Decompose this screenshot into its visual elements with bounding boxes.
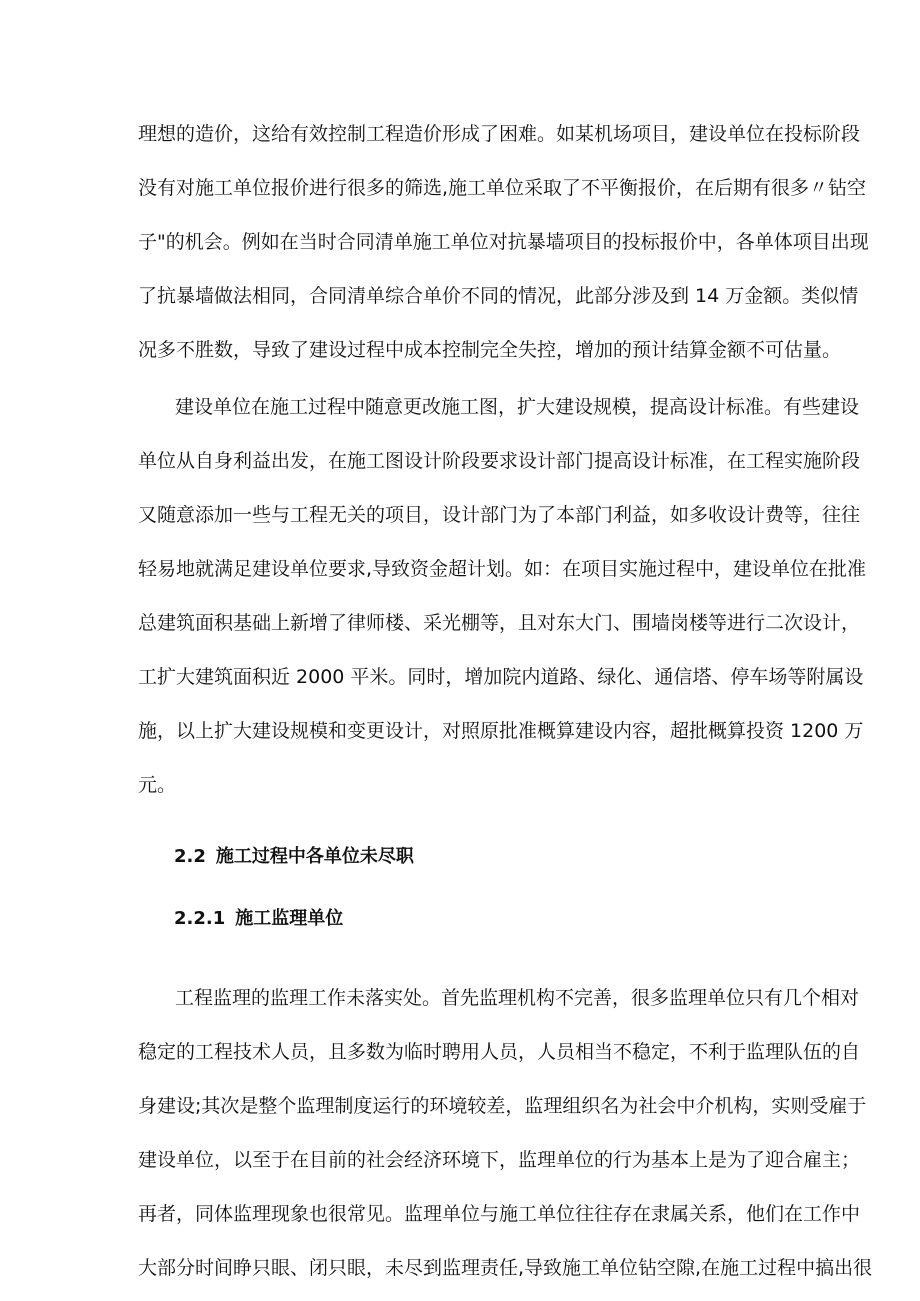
section-title: 施工过程中各单位未尽职	[215, 846, 414, 867]
paragraph-line: 总建筑面积基础上新增了律师楼、采光棚等，且对东大门、围墙岗楼等进行二次设计，	[138, 612, 861, 634]
paragraph-line: 建设单位，以至于在目前的社会经济环境下，监理单位的行为基本上是为了迎合雇主；	[138, 1149, 861, 1171]
paragraph-line: 子"的机会。例如在当时合同清单施工单位对抗暴墙项目的投标报价中，各单体项目出现	[138, 231, 869, 253]
paragraph-line: 施，以上扩大建设规模和变更设计，对照原批准概算建设内容，超批概算投资 1200 万	[138, 720, 864, 742]
paragraph-line: 没有对施工单位报价进行很多的筛选,施工单位采取了不平衡报价，在后期有很多〃钻空	[138, 177, 867, 199]
paragraph-line: 工程监理的监理工作未落实处。首先监理机构不完善，很多监理单位只有几个相对	[175, 987, 860, 1009]
paragraph-line: 再者，同体监理现象也很常见。监理单位与施工单位往往存在隶属关系，他们在工作中	[138, 1203, 861, 1225]
paragraph-line: 大部分时间睁只眼、闭只眼，未尽到监理责任,导致施工单位钻空隙,在施工过程中搞出很	[138, 1257, 873, 1279]
paragraph-line: 轻易地就满足建设单位要求,导致资金超计划。如：在项目实施过程中，建设单位在批准	[138, 558, 867, 580]
section-title: 施工监理单位	[235, 908, 344, 929]
section-number: 2.2	[174, 846, 206, 867]
paragraph-line: 理想的造价，这给有效控制工程造价形成了困难。如某机场项目，建设单位在投标阶段	[138, 123, 861, 145]
paragraph-line: 了抗暴墙做法相同，合同清单综合单价不同的情况，此部分涉及到 14 万金额。类似情	[138, 285, 859, 307]
paragraph-line: 又随意添加一些与工程无关的项目，设计部门为了本部门利益，如多收设计费等，往往	[138, 504, 861, 526]
paragraph-line: 工扩大建筑面积近 2000 平米。同时，增加院内道路、绿化、通信塔、停车场等附属设	[138, 666, 864, 688]
section-number: 2.2.1	[174, 908, 226, 929]
paragraph-line: 况多不胜数，导致了建设过程中成本控制完全失控，增加的预计结算金额不可估量。	[138, 339, 842, 361]
paragraph-line: 单位从自身利益出发，在施工图设计阶段要求设计部门提高设计标准，在工程实施阶段	[138, 450, 861, 472]
paragraph-line: 建设单位在施工过程中随意更改施工图，扩大建设规模，提高设计标准。有些建设	[175, 396, 860, 418]
paragraph-line: 身建设;其次是整个监理制度运行的环境较差，监理组织名为社会中介机构，实则受雇于	[138, 1095, 867, 1117]
paragraph-line: 稳定的工程技术人员，且多数为临时聘用人员，人员相当不稳定，不利于监理队伍的自	[138, 1041, 861, 1063]
section-heading-2-2-1	[174, 907, 343, 931]
paragraph-line: 元。	[138, 774, 177, 796]
section-heading-2-2	[174, 845, 414, 869]
